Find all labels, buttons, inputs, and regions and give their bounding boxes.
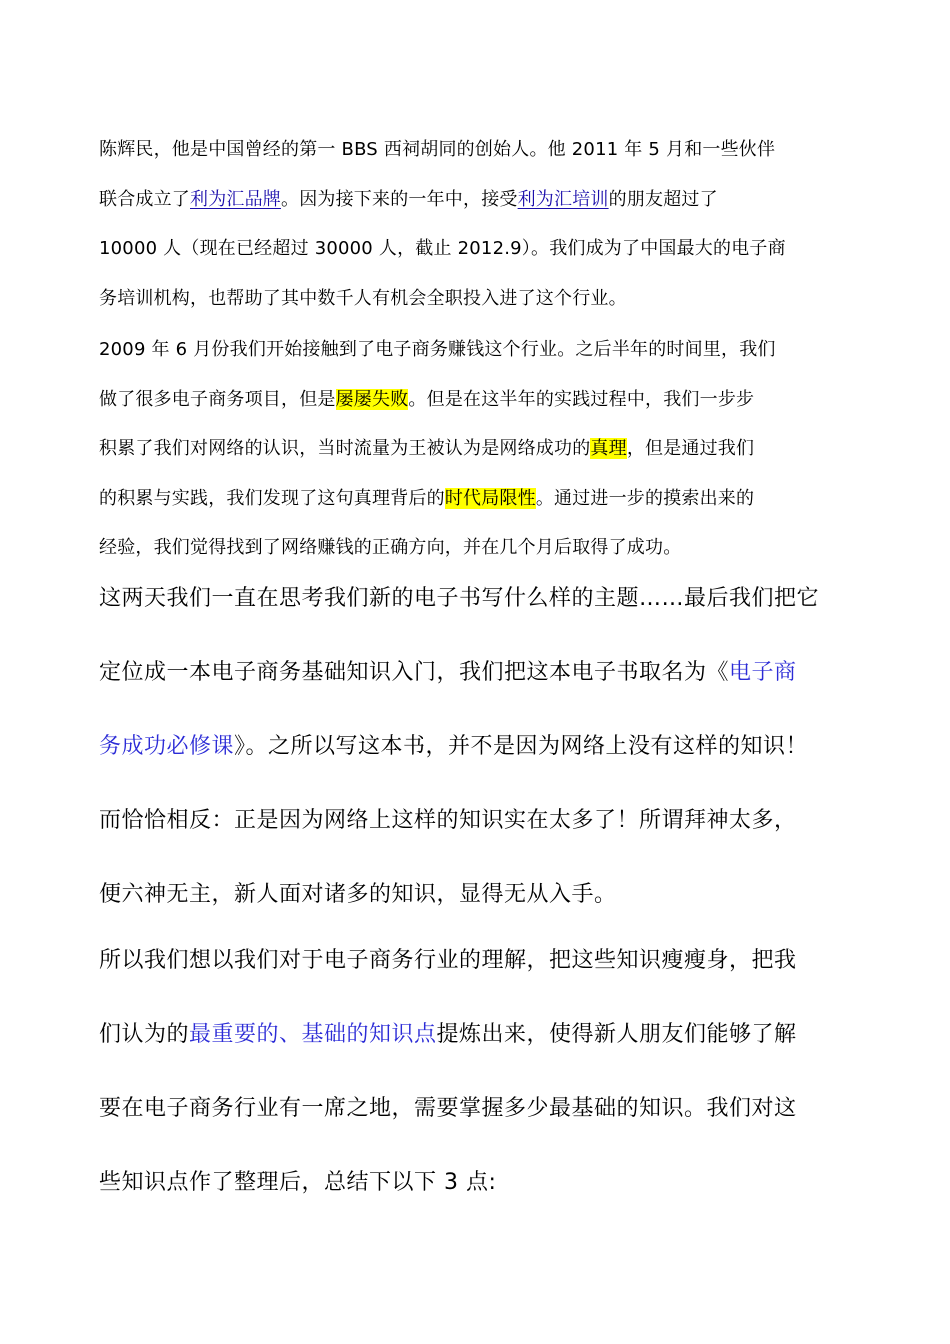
- paragraph-knowledge-summary: [99, 924, 824, 1220]
- text-segment: 提炼出来，使得新人朋友们能够了解: [436, 1022, 797, 1047]
- text-segment: 定位成一本电子商务基础知识入门，我们把这本电子书取名为《: [99, 660, 730, 685]
- book-title-text: 电子商: [729, 660, 797, 685]
- text-segment: 们认为的: [99, 1022, 190, 1047]
- text-line: [99, 998, 824, 1072]
- text-line: [99, 710, 824, 784]
- text-line: 便六神无主，新人面对诸多的知识，显得无从入手。: [99, 882, 617, 907]
- text-line: 10000 人（现在已经超过 30000 人，截止 2012.9）。我们成为了中国最大的电子商: [99, 238, 786, 259]
- text-line: 经验，我们觉得找到了网络赚钱的正确方向，并在几个月后取得了成功。: [99, 537, 682, 558]
- text-line: [99, 375, 819, 425]
- book-title-text: 务成功必修课: [99, 734, 235, 759]
- text-segment: 》。之所以写这本书，并不是因为网络上没有这样的知识！: [234, 734, 809, 759]
- text-line: [99, 474, 819, 524]
- text-segment: 积累了我们对网络的认识，当时流量为王被认为是网络成功的: [99, 438, 591, 459]
- text-line: 所以我们想以我们对于电子商务行业的理解，把这些知识瘦瘦身，把我: [99, 948, 797, 973]
- text-line: 2009 年 6 月份我们开始接触到了电子商务赚钱这个行业。之后半年的时间里，我们: [99, 339, 776, 360]
- text-line: 陈辉民，他是中国曾经的第一 BBS 西祠胡同的创始人。他 2011 年 5 月和一些伙伴: [99, 139, 776, 160]
- liweihui-brand-link[interactable]: 利为汇品牌: [190, 188, 281, 210]
- key-knowledge-text: 最重要的、基础的知识点: [189, 1022, 437, 1047]
- liweihui-training-link[interactable]: 利为汇培训: [517, 188, 609, 210]
- paragraph-2009-history: [99, 325, 819, 573]
- text-segment: 的积累与实践，我们发现了这句真理背后的: [99, 487, 445, 509]
- paragraph-ebook-theme: [99, 562, 824, 932]
- text-line: 务培训机构，也帮助了其中数千人有机会全职投入进了这个行业。: [99, 287, 627, 309]
- text-line: [99, 424, 819, 474]
- text-line: [99, 636, 824, 710]
- text-segment: ，但是通过我们: [626, 438, 755, 459]
- text-line: 些知识点作了整理后，总结下以下 3 点:: [99, 1170, 497, 1195]
- text-segment: 联合成立了: [99, 188, 190, 210]
- text-segment: 。通过进一步的摸索出来的: [535, 487, 755, 509]
- text-line: 而恰恰相反：正是因为网络上这样的知识实在太多了！所谓拜神太多，: [99, 808, 797, 833]
- text-segment: 。但是在这半年的实践过程中，我们一步步: [408, 388, 755, 410]
- text-segment: 的朋友超过了: [608, 188, 718, 210]
- text-line: 要在电子商务行业有一席之地，需要掌握多少最基础的知识。我们对这: [99, 1096, 797, 1121]
- text-line: 这两天我们一直在思考我们新的电子书写什么样的主题……最后我们把它: [99, 586, 820, 611]
- highlighted-text: 真理: [590, 438, 627, 459]
- text-segment: 。因为接下来的一年中，接受: [281, 188, 518, 210]
- text-line: [99, 175, 819, 225]
- text-segment: 做了很多电子商务项目，但是: [99, 388, 336, 410]
- highlighted-text: 屡屡失败: [335, 388, 409, 410]
- paragraph-founder-intro: [99, 125, 819, 323]
- highlighted-text: 时代局限性: [444, 487, 536, 509]
